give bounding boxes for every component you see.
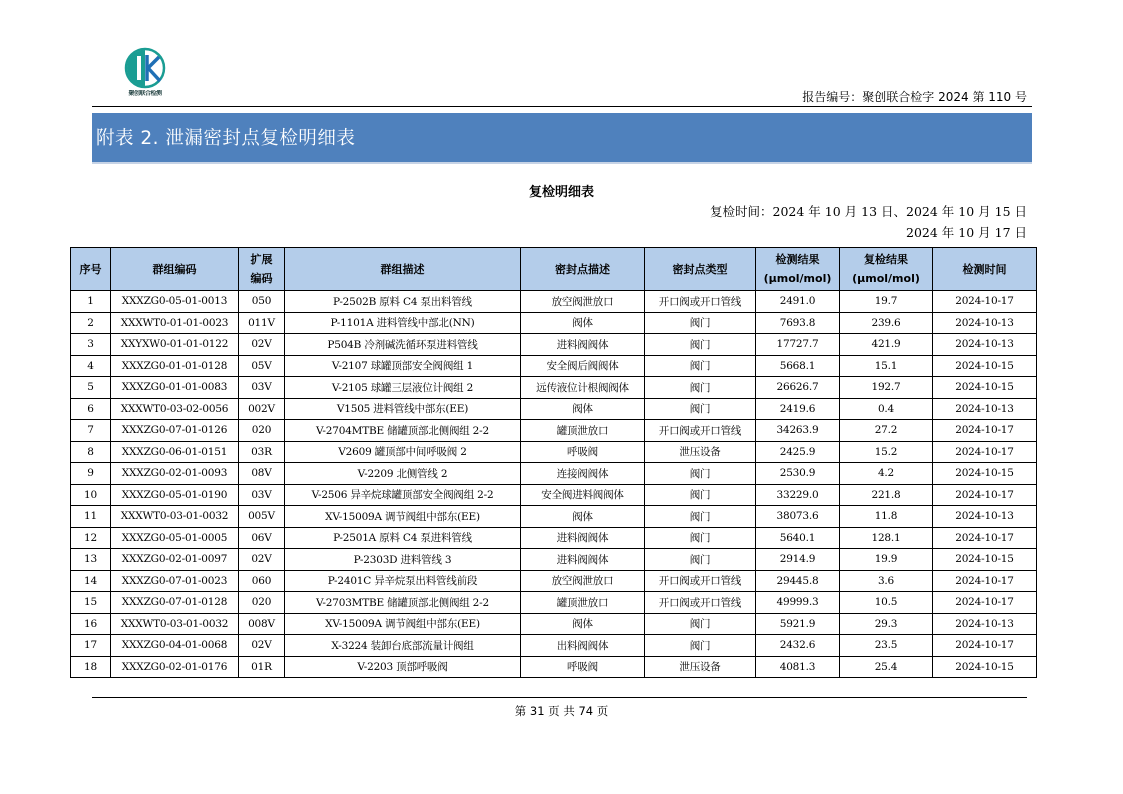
cell-ext-code: 03R	[239, 441, 285, 463]
cell-seal-desc: 罐顶泄放口	[521, 420, 645, 442]
page-number: 第 31 页 共 74 页	[514, 704, 609, 718]
cell-test-result: 2425.9	[756, 441, 840, 463]
cell-seal-desc: 出料阀阀体	[521, 635, 645, 657]
col-header-test-time: 检测时间	[933, 248, 1037, 291]
cell-test-result: 26626.7	[756, 377, 840, 399]
cell-group-code: XXXZG0-04-01-0068	[111, 635, 239, 657]
cell-test-result: 2419.6	[756, 398, 840, 420]
cell-test-time: 2024-10-17	[933, 570, 1037, 592]
cell-retest-result: 11.8	[840, 506, 933, 528]
table-row	[71, 463, 1037, 485]
col-header-group-desc: 群组描述	[285, 248, 521, 291]
cell-group-code: XXXZG0-05-01-0013	[111, 291, 239, 313]
cell-group-code: XXXZG0-02-01-0093	[111, 463, 239, 485]
cell-test-time: 2024-10-17	[933, 441, 1037, 463]
cell-test-result: 49999.3	[756, 592, 840, 614]
cell-ext-code: 020	[239, 420, 285, 442]
cell-group-desc: V-2203 顶部呼吸阀	[285, 656, 521, 678]
cell-retest-result: 15.2	[840, 441, 933, 463]
cell-retest-result: 421.9	[840, 334, 933, 356]
cell-index: 16	[71, 613, 111, 635]
cell-seal-type: 泄压设备	[645, 441, 756, 463]
cell-index: 6	[71, 398, 111, 420]
cell-group-desc: P504B 冷剂碱洗循环泵进料管线	[285, 334, 521, 356]
table-header-row	[71, 248, 1037, 291]
cell-index: 7	[71, 420, 111, 442]
cell-group-desc: V-2105 球罐三层液位计阀组 2	[285, 377, 521, 399]
cell-seal-desc: 进料阀阀体	[521, 527, 645, 549]
cell-test-result: 33229.0	[756, 484, 840, 506]
cell-retest-result: 15.1	[840, 355, 933, 377]
cell-index: 10	[71, 484, 111, 506]
cell-seal-desc: 进料阀阀体	[521, 334, 645, 356]
table-row	[71, 635, 1037, 657]
cell-seal-desc: 阀体	[521, 398, 645, 420]
logo-caption: 聚创联合检测	[128, 90, 162, 97]
retest-time-line-2: 2024 年 10 月 17 日	[906, 225, 1027, 240]
retest-time-line-1: 复检时间：2024 年 10 月 13 日、2024 年 10 月 15 日	[710, 204, 1027, 219]
cell-retest-result: 10.5	[840, 592, 933, 614]
section-title: 附表 2. 泄漏密封点复检明细表	[96, 128, 356, 149]
cell-index: 11	[71, 506, 111, 528]
cell-test-time: 2024-10-13	[933, 506, 1037, 528]
cell-seal-type: 阀门	[645, 613, 756, 635]
cell-group-desc: P-2502B 原料 C4 泵出料管线	[285, 291, 521, 313]
cell-test-result: 2530.9	[756, 463, 840, 485]
cell-seal-desc: 呼吸阀	[521, 441, 645, 463]
cell-seal-desc: 放空阀泄放口	[521, 291, 645, 313]
cell-group-code: XXXZG0-05-01-0005	[111, 527, 239, 549]
cell-retest-result: 23.5	[840, 635, 933, 657]
table-row	[71, 291, 1037, 313]
table-row	[71, 570, 1037, 592]
cell-seal-desc: 连接阀阀体	[521, 463, 645, 485]
cell-test-time: 2024-10-13	[933, 398, 1037, 420]
cell-seal-type: 阀门	[645, 463, 756, 485]
cell-group-desc: P-2401C 异辛烷泵出料管线前段	[285, 570, 521, 592]
cell-seal-type: 阀门	[645, 312, 756, 334]
cell-retest-result: 192.7	[840, 377, 933, 399]
cell-test-time: 2024-10-13	[933, 334, 1037, 356]
cell-group-code: XXXZG0-02-01-0097	[111, 549, 239, 571]
cell-ext-code: 060	[239, 570, 285, 592]
cell-group-code: XXXWT0-03-02-0056	[111, 398, 239, 420]
cell-test-time: 2024-10-17	[933, 527, 1037, 549]
cell-ext-code: 02V	[239, 635, 285, 657]
cell-ext-code: 050	[239, 291, 285, 313]
cell-index: 14	[71, 570, 111, 592]
retest-detail-table	[70, 247, 1037, 678]
cell-ext-code: 02V	[239, 549, 285, 571]
cell-seal-type: 阀门	[645, 527, 756, 549]
cell-index: 17	[71, 635, 111, 657]
cell-group-code: XXXZG0-05-01-0190	[111, 484, 239, 506]
cell-retest-result: 239.6	[840, 312, 933, 334]
jc-logo-icon	[119, 47, 171, 91]
cell-test-time: 2024-10-17	[933, 291, 1037, 313]
cell-index: 15	[71, 592, 111, 614]
cell-seal-type: 阀门	[645, 484, 756, 506]
col-header-seal-desc: 密封点描述	[521, 248, 645, 291]
cell-ext-code: 008V	[239, 613, 285, 635]
cell-group-desc: P-2303D 进料管线 3	[285, 549, 521, 571]
cell-group-code: XXXWT0-03-01-0032	[111, 613, 239, 635]
cell-index: 9	[71, 463, 111, 485]
footer-divider	[92, 697, 1027, 698]
cell-test-result: 2432.6	[756, 635, 840, 657]
cell-group-code: XXYXW0-01-01-0122	[111, 334, 239, 356]
cell-index: 1	[71, 291, 111, 313]
cell-group-desc: XV-15009A 调节阀组中部东(EE)	[285, 613, 521, 635]
cell-ext-code: 05V	[239, 355, 285, 377]
table-row	[71, 398, 1037, 420]
cell-group-desc: V-2107 球罐顶部安全阀阀组 1	[285, 355, 521, 377]
cell-seal-desc: 阀体	[521, 613, 645, 635]
cell-group-desc: V-2506 异辛烷球罐顶部安全阀阀组 2-2	[285, 484, 521, 506]
cell-test-time: 2024-10-15	[933, 463, 1037, 485]
cell-seal-type: 阀门	[645, 398, 756, 420]
cell-test-result: 4081.3	[756, 656, 840, 678]
cell-ext-code: 03V	[239, 377, 285, 399]
table-row	[71, 334, 1037, 356]
cell-test-time: 2024-10-13	[933, 613, 1037, 635]
cell-test-time: 2024-10-17	[933, 484, 1037, 506]
cell-seal-type: 阀门	[645, 506, 756, 528]
cell-seal-desc: 阀体	[521, 312, 645, 334]
cell-group-desc: P-1101A 进料管线中部北(NN)	[285, 312, 521, 334]
cell-test-result: 5640.1	[756, 527, 840, 549]
cell-group-code: XXXZG0-01-01-0128	[111, 355, 239, 377]
cell-test-result: 7693.8	[756, 312, 840, 334]
table-row	[71, 377, 1037, 399]
table-row	[71, 355, 1037, 377]
cell-test-time: 2024-10-15	[933, 656, 1037, 678]
cell-seal-desc: 远传液位计根阀阀体	[521, 377, 645, 399]
cell-test-time: 2024-10-17	[933, 420, 1037, 442]
cell-seal-desc: 阀体	[521, 506, 645, 528]
cell-group-desc: V2609 罐顶部中间呼吸阀 2	[285, 441, 521, 463]
cell-ext-code: 005V	[239, 506, 285, 528]
col-header-index: 序号	[71, 248, 111, 291]
cell-ext-code: 06V	[239, 527, 285, 549]
col-header-seal-type: 密封点类型	[645, 248, 756, 291]
cell-retest-result: 29.3	[840, 613, 933, 635]
cell-seal-type: 泄压设备	[645, 656, 756, 678]
cell-group-code: XXXWT0-03-01-0032	[111, 506, 239, 528]
cell-test-result: 29445.8	[756, 570, 840, 592]
cell-test-result: 34263.9	[756, 420, 840, 442]
cell-index: 13	[71, 549, 111, 571]
table-row	[71, 506, 1037, 528]
cell-ext-code: 011V	[239, 312, 285, 334]
cell-retest-result: 19.7	[840, 291, 933, 313]
cell-test-result: 2491.0	[756, 291, 840, 313]
cell-retest-result: 25.4	[840, 656, 933, 678]
cell-group-code: XXXZG0-07-01-0128	[111, 592, 239, 614]
cell-ext-code: 02V	[239, 334, 285, 356]
table-row	[71, 613, 1037, 635]
table-row	[71, 549, 1037, 571]
cell-test-time: 2024-10-17	[933, 635, 1037, 657]
col-header-test-result: 检测结果 (μmol/mol)	[756, 248, 840, 291]
cell-retest-result: 0.4	[840, 398, 933, 420]
cell-test-result: 2914.9	[756, 549, 840, 571]
cell-index: 18	[71, 656, 111, 678]
cell-index: 3	[71, 334, 111, 356]
cell-group-desc: P-2501A 原料 C4 泵进料管线	[285, 527, 521, 549]
cell-seal-type: 开口阀或开口管线	[645, 420, 756, 442]
cell-group-code: XXXZG0-01-01-0083	[111, 377, 239, 399]
cell-index: 2	[71, 312, 111, 334]
cell-group-desc: V1505 进料管线中部东(EE)	[285, 398, 521, 420]
cell-test-result: 38073.6	[756, 506, 840, 528]
cell-group-code: XXXZG0-02-01-0176	[111, 656, 239, 678]
cell-seal-type: 开口阀或开口管线	[645, 291, 756, 313]
cell-seal-desc: 进料阀阀体	[521, 549, 645, 571]
cell-ext-code: 020	[239, 592, 285, 614]
cell-retest-result: 19.9	[840, 549, 933, 571]
table-row	[71, 484, 1037, 506]
cell-seal-type: 开口阀或开口管线	[645, 570, 756, 592]
cell-group-code: XXXWT0-01-01-0023	[111, 312, 239, 334]
cell-group-desc: X-3224 装卸台底部流量计阀组	[285, 635, 521, 657]
cell-seal-type: 阀门	[645, 377, 756, 399]
cell-seal-type: 阀门	[645, 635, 756, 657]
table-row	[71, 420, 1037, 442]
header-divider	[92, 106, 1032, 107]
cell-group-desc: XV-15009A 调节阀组中部东(EE)	[285, 506, 521, 528]
cell-test-result: 5668.1	[756, 355, 840, 377]
col-header-group-code: 群组编码	[111, 248, 239, 291]
cell-test-time: 2024-10-15	[933, 355, 1037, 377]
cell-seal-type: 阀门	[645, 334, 756, 356]
cell-seal-desc: 放空阀泄放口	[521, 570, 645, 592]
cell-index: 12	[71, 527, 111, 549]
cell-seal-desc: 呼吸阀	[521, 656, 645, 678]
cell-test-time: 2024-10-17	[933, 592, 1037, 614]
cell-index: 8	[71, 441, 111, 463]
cell-index: 4	[71, 355, 111, 377]
col-header-retest-result: 复检结果 (μmol/mol)	[840, 248, 933, 291]
table-row	[71, 312, 1037, 334]
cell-index: 5	[71, 377, 111, 399]
cell-test-result: 5921.9	[756, 613, 840, 635]
cell-group-desc: V-2703MTBE 储罐顶部北侧阀组 2-2	[285, 592, 521, 614]
cell-seal-type: 阀门	[645, 355, 756, 377]
table-row	[71, 592, 1037, 614]
cell-retest-result: 221.8	[840, 484, 933, 506]
report-number: 报告编号：聚创联合检字 2024 第 110 号	[802, 90, 1027, 104]
cell-seal-type: 阀门	[645, 549, 756, 571]
cell-seal-desc: 安全阀后阀阀体	[521, 355, 645, 377]
table-title: 复检明细表	[528, 185, 594, 200]
cell-test-time: 2024-10-15	[933, 549, 1037, 571]
cell-ext-code: 01R	[239, 656, 285, 678]
cell-retest-result: 4.2	[840, 463, 933, 485]
cell-group-code: XXXZG0-06-01-0151	[111, 441, 239, 463]
table-body	[71, 291, 1037, 678]
cell-group-desc: V-2704MTBE 储罐顶部北侧阀组 2-2	[285, 420, 521, 442]
cell-ext-code: 002V	[239, 398, 285, 420]
cell-test-time: 2024-10-15	[933, 377, 1037, 399]
cell-ext-code: 08V	[239, 463, 285, 485]
cell-retest-result: 27.2	[840, 420, 933, 442]
col-header-ext-code: 扩展 编码	[239, 248, 285, 291]
cell-ext-code: 03V	[239, 484, 285, 506]
cell-seal-type: 开口阀或开口管线	[645, 592, 756, 614]
cell-seal-desc: 安全阀进料阀阀体	[521, 484, 645, 506]
cell-test-time: 2024-10-13	[933, 312, 1037, 334]
cell-group-desc: V-2209 北侧管线 2	[285, 463, 521, 485]
cell-group-code: XXXZG0-07-01-0126	[111, 420, 239, 442]
cell-retest-result: 128.1	[840, 527, 933, 549]
table-row	[71, 441, 1037, 463]
cell-retest-result: 3.6	[840, 570, 933, 592]
table-row	[71, 656, 1037, 678]
cell-test-result: 17727.7	[756, 334, 840, 356]
section-banner	[92, 113, 1032, 164]
cell-seal-desc: 罐顶泄放口	[521, 592, 645, 614]
table-row	[71, 527, 1037, 549]
cell-group-code: XXXZG0-07-01-0023	[111, 570, 239, 592]
